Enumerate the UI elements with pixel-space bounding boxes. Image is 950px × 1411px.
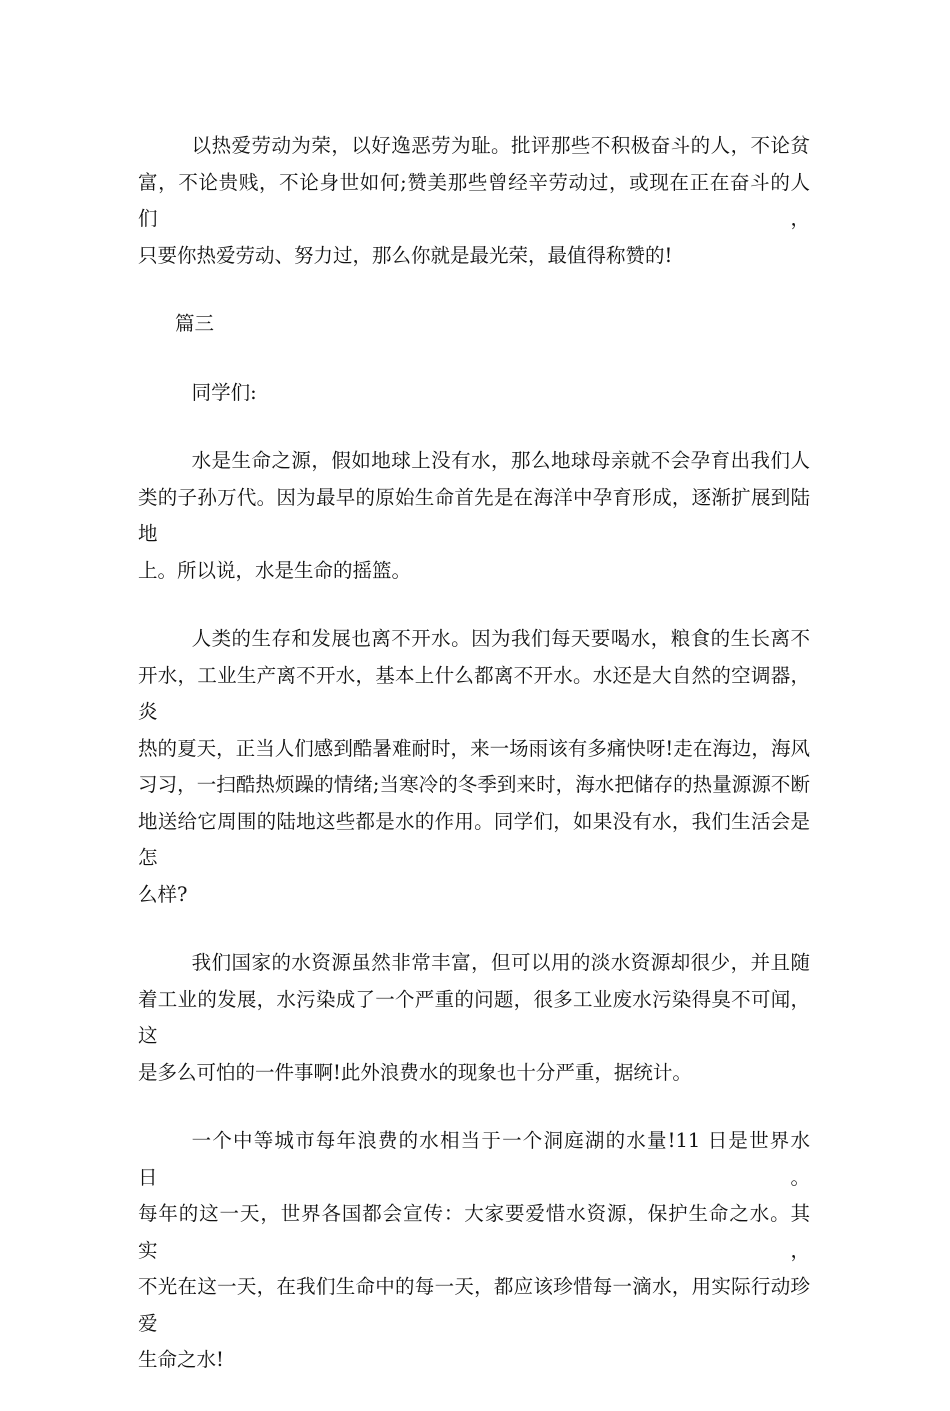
text-line: 水是生命之源，假如地球上没有水，那么地球母亲就不会孕育出我们人 [191,449,810,472]
text-line: 着工业的发展，水污染成了一个严重的问题，很多工业废水污染得臭不可闻，这 [138,987,810,1047]
text-line: 一个中等城市每年浪费的水相当于一个洞庭湖的水量!11 日是世界水日。 [138,1129,810,1189]
text-line: 以热爱劳动为荣，以好逸恶劳为耻。批评那些不积极奋斗的人，不论贫 [191,134,810,157]
text-line: 么样? [138,882,188,906]
text-line: 类的子孙万代。因为最早的原始生命首先是在海洋中孕育形成，逐渐扩展到陆地 [138,485,810,545]
text-line: 我们国家的水资源虽然非常丰富，但可以用的淡水资源却很少，并且随 [191,951,810,974]
text-line: 每年的这一天，世界各国都会宣传：大家要爱惜水资源，保护生命之水。其实， [138,1202,810,1262]
paragraph-water-pollution [138,945,810,1091]
paragraph-human-needs-water [138,621,810,913]
text-line: 是多么可怕的一件事啊!此外浪费水的现象也十分严重，据统计。 [138,1060,692,1084]
paragraph-labor-honor [138,128,810,274]
text-line: 上。所以说，水是生命的摇篮。 [138,558,412,582]
paragraph-water-source [138,443,810,589]
text-line: 生命之水! [138,1348,224,1371]
greeting: 同学们: [191,380,257,404]
section-heading: 篇三 [175,312,215,335]
paragraph-world-water-day [138,1123,810,1379]
text-line: 只要你热爱劳动、努力过，那么你就是最光荣，最值得称赞的! [138,243,673,267]
text-line: 地送给它周围的陆地这些都是水的作用。同学们，如果没有水，我们生活会是怎 [138,809,810,869]
text-line: 富，不论贵贱，不论身世如何;赞美那些曾经辛劳动过，或现在正在奋斗的人们， [138,170,810,230]
text-line: 开水，工业生产离不开水，基本上什么都离不开水。水还是大自然的空调器，炎 [138,663,810,723]
text-line: 人类的生存和发展也离不开水。因为我们每天要喝水，粮食的生长离不 [191,627,810,650]
text-line: 习习，一扫酷热烦躁的情绪;当寒冷的冬季到来时，海水把储存的热量源源不断 [138,773,810,796]
text-line: 不光在这一天，在我们生命中的每一天，都应该珍惜每一滴水，用实际行动珍爱 [138,1275,810,1335]
document-body [138,128,810,1411]
text-line: 热的夏天，正当人们感到酷暑难耐时，来一场雨该有多痛快呀!走在海边，海风 [138,736,810,760]
